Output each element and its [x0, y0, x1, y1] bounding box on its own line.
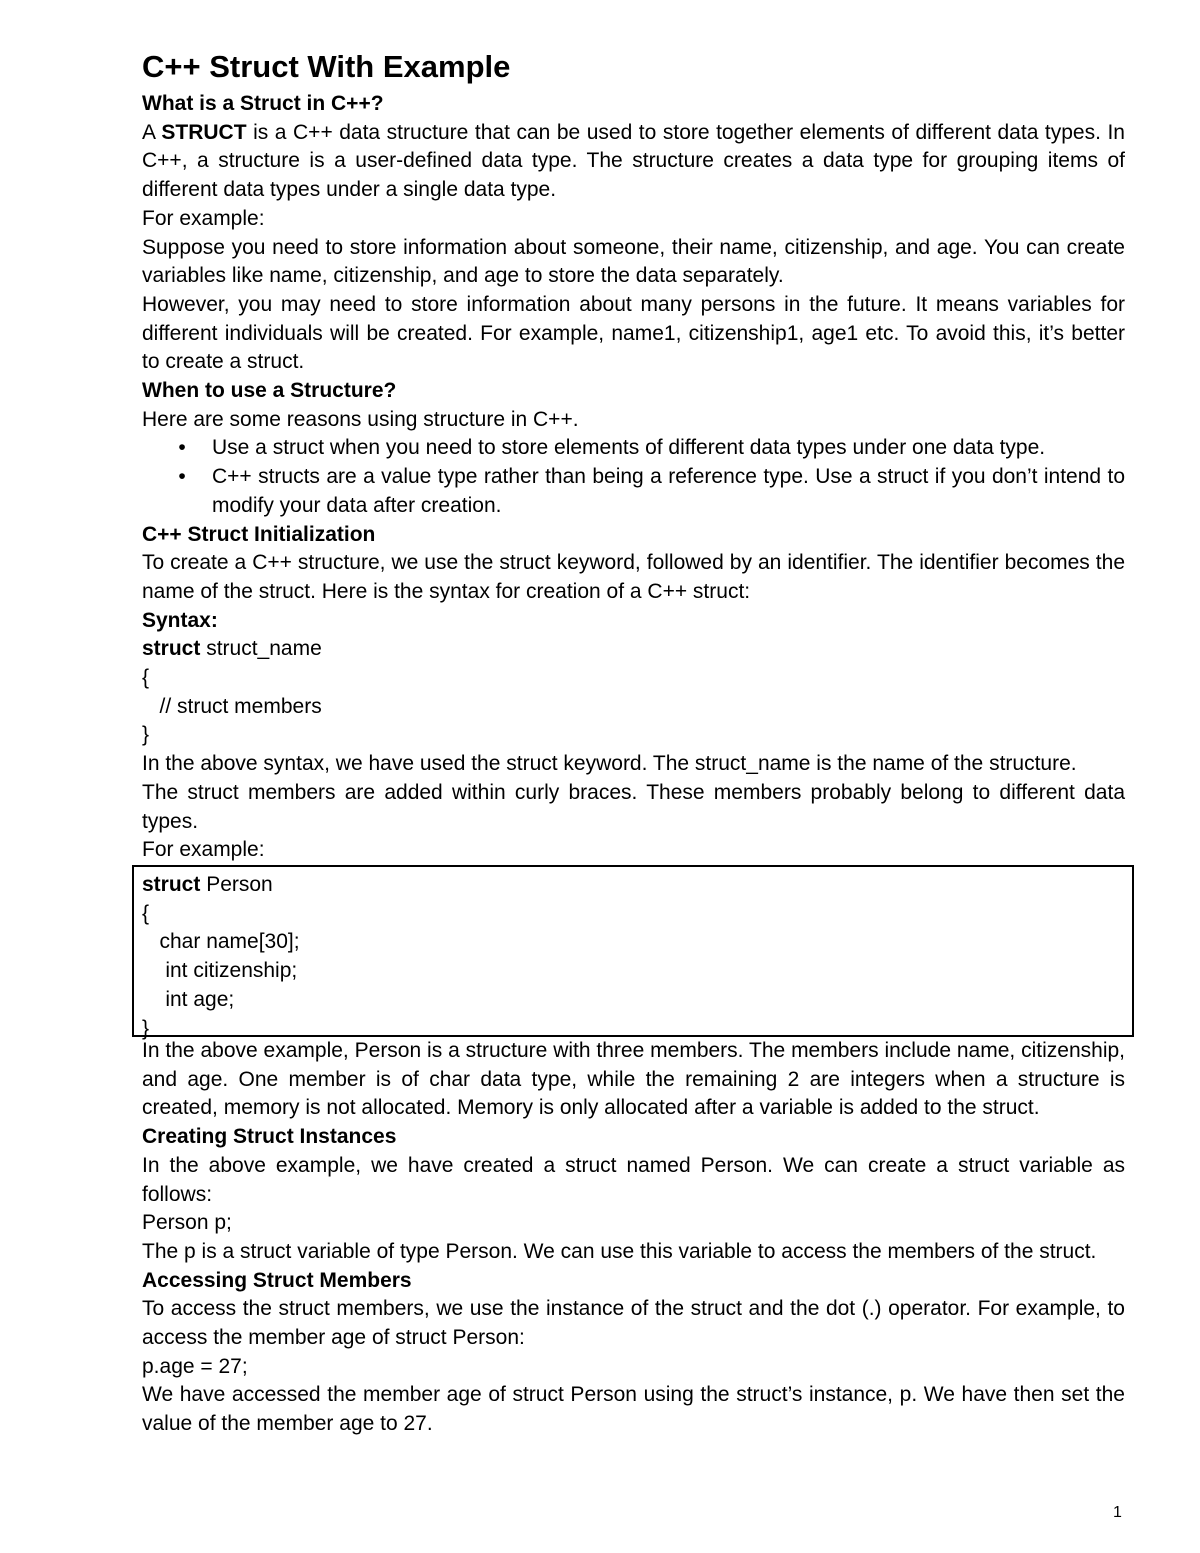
- code-person-p: Person p;: [142, 1211, 232, 1235]
- heading-struct-initialization: C++ Struct Initialization: [142, 522, 376, 546]
- paragraph-suppose: Suppose you need to store information about someone, their name, citizenship, and age. You can create variables like name, citizenship, and age to store the data separately.: [142, 235, 1125, 288]
- paragraph-person-explained: In the above example, Person is a structure with three members. The members include name, citizenship, and age. One member is of char data type, while the remaining 2 are integers when a structure is created, memory is not allocated. Memory is only allocated after a variable is added to the struct.: [142, 1038, 1125, 1120]
- code-line: }: [142, 1016, 150, 1040]
- heading-accessing-members: Accessing Struct Members: [142, 1268, 412, 1292]
- code-line: }: [142, 723, 150, 747]
- code-line: // struct members: [142, 694, 322, 718]
- example-code-box: [132, 865, 1134, 1040]
- paragraph-accessed-member: We have accessed the member age of struct Person using the struct’s instance, p. We have then set the value of the member age to 27.: [142, 1383, 1125, 1436]
- code-text: Person: [200, 872, 273, 896]
- code-line: [142, 871, 1124, 900]
- page-content: [142, 48, 1125, 1439]
- code-line: {: [142, 666, 150, 690]
- paragraph-however: However, you may need to store information about many persons in the future. It means variables for different individuals will be created. For example, name1, citizenship1, age1 etc. To avoid this, it’s better to create a struct.: [142, 292, 1125, 374]
- heading-what-is-struct: What is a Struct in C++?: [142, 92, 384, 115]
- text-fragment: A: [142, 120, 162, 144]
- paragraph-p-variable: The p is a struct variable of type Person. We can use this variable to access the members of the struct.: [142, 1239, 1097, 1263]
- paragraph-syntax-explained: In the above syntax, we have used the struct keyword. The struct_name is the name of the structure.: [142, 752, 1077, 776]
- code-line: [142, 635, 1125, 664]
- code-text: struct_name: [200, 637, 322, 661]
- reasons-list: [142, 434, 1125, 520]
- code-p-age: p.age = 27;: [142, 1354, 248, 1378]
- list-item-text: C++ structs are a value type rather than being a reference type. Use a struct if you don’t intend to modify your data after creation.: [212, 465, 1125, 517]
- page-title: C++ Struct With Example: [142, 49, 511, 84]
- bullet-icon: •: [178, 436, 186, 460]
- heading-when-to-use: When to use a Structure?: [142, 379, 397, 403]
- paragraph-struct-definition: [142, 119, 1125, 205]
- code-keyword: struct: [142, 872, 201, 896]
- heading-creating-instances: Creating Struct Instances: [142, 1125, 397, 1149]
- list-item: [178, 463, 1125, 520]
- label-syntax: Syntax:: [142, 608, 218, 632]
- paragraph-reasons-intro: Here are some reasons using structure in C++.: [142, 407, 579, 431]
- text-fragment: is a C++ data structure that can be used to store together elements of different data types. In C++, a structure is a user-defined data type. The structure creates a data type for grouping items of different data types under a single data type.: [142, 120, 1125, 202]
- syntax-code-block: [142, 635, 1125, 750]
- keyword-struct-emphasis: STRUCT: [161, 120, 247, 144]
- bullet-icon: •: [178, 465, 186, 489]
- paragraph-for-example-2: For example:: [142, 838, 265, 862]
- code-line: int age;: [142, 987, 235, 1011]
- code-keyword: struct: [142, 637, 201, 661]
- code-line: int citizenship;: [142, 959, 298, 983]
- paragraph-dot-operator: To access the struct members, we use the instance of the struct and the dot (.) operator. For example, to access the member age of struct Person:: [142, 1297, 1125, 1350]
- list-item-text: Use a struct when you need to store elements of different data types under one data type.: [212, 436, 1046, 460]
- page-number: 1: [1113, 1504, 1122, 1521]
- code-line: char name[30];: [142, 930, 300, 954]
- paragraph-create-variable: In the above example, we have created a struct named Person. We can create a struct variable as follows:: [142, 1153, 1125, 1206]
- paragraph-create-structure: To create a C++ structure, we use the struct keyword, followed by an identifier. The identifier becomes the name of the struct. Here is the syntax for creation of a C++ struct:: [142, 551, 1125, 603]
- paragraph-for-example: For example:: [142, 206, 265, 230]
- paragraph-members-braces: The struct members are added within curly braces. These members probably belong to different data types.: [142, 780, 1125, 833]
- list-item: [178, 434, 1125, 463]
- code-line: {: [142, 901, 150, 925]
